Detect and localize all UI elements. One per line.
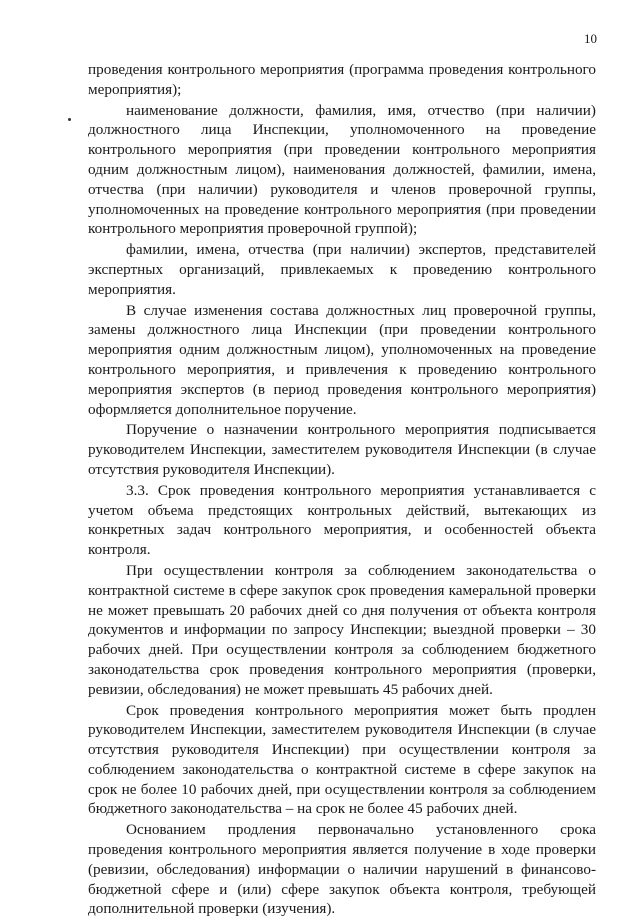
paragraph: Поручение о назначении контрольного мероприятия подписывается руководителем Инспекции, заместителем руководителя Инспекции (в случае отсутствия руководителя Инспекции). [88, 421, 596, 478]
paragraph: При осуществлении контроля за соблюдением законодательства о контрактной системе в сфере закупок срок проведения камеральной проверки не может превышать 20 рабочих дней со дня получения от объекта контроля документов и информации по запросу Инспекции; выездной проверки – 30 рабочих дней. При осуществлении контроля за соблюдением бюджетного законодательства срок проведения контрольного мероприятия (проверки, ревизии, обследования) не может превышать 45 рабочих дней. [88, 561, 596, 698]
paragraph: 3.3. Срок проведения контрольного мероприятия устанавливается с учетом объема предстоящих контрольных действий, вытекающих из конкретных задач контрольного мероприятия, и особенностей объекта контроля. [88, 481, 596, 559]
paragraph: фамилии, имена, отчества (при наличии) экспертов, представителей экспертных организаций, привлекаемых к проведению контрольного мероприятия. [88, 241, 596, 298]
paragraph: Основанием продления первоначально установленного срока проведения контрольного мероприятия является получение в ходе проверки (ревизии, обследования) информации о наличии нарушений в финансово-бюджетной сфере и (или) сфере закупок объекта контроля, требующей дополнительной проверки (изучения). [88, 821, 596, 918]
page-number: 10 [584, 31, 597, 46]
scan-speck [68, 118, 71, 121]
paragraph: Срок проведения контрольного мероприятия может быть продлен руководителем Инспекции, заместителем руководителя Инспекции (в случае отсутствия руководителя Инспекции) при осуществлении контроля за соблюдением законодательства о контрактной системе в сфере закупок на срок не более 10 рабочих дней, при осуществлении контроля за соблюдением бюджетного законодательства – на срок не более 45 рабочих дней. [88, 701, 596, 818]
document-body [88, 60, 596, 920]
paragraph: В случае изменения состава должностных лиц проверочной группы, замены должностного лица Инспекции (при проведении контрольного мероприятия одним должностным лицом), уполномоченных на проведение контрольного мероприятия, и привлечения к проведению контрольного мероприятия экспертов (в период проведения контрольного мероприятия) оформляется дополнительное поручение. [88, 301, 596, 418]
paragraph: наименование должности, фамилия, имя, отчество (при наличии) должностного лица Инспекции, уполномоченного на проведение контрольного мероприятия (при проведении контрольного мероприятия одним должностным лицом), наименования должностей, фамилии, имена, отчества (при наличии) руководителя и членов проверочной группы, уполномоченных на проведение контрольного мероприятия (при проведении контрольного мероприятия проверочной группой); [88, 101, 596, 238]
paragraph: проведения контрольного мероприятия (программа проведения контрольного мероприятия); [88, 61, 596, 98]
